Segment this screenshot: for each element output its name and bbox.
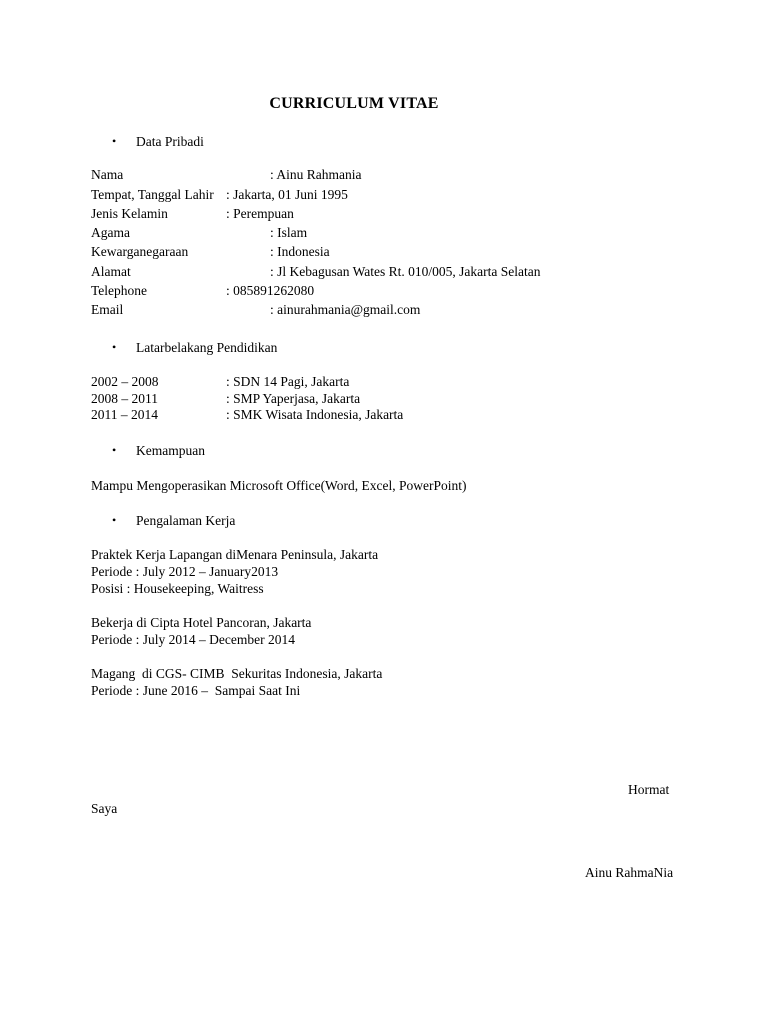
section-heading-kemampuan: Kemampuan bbox=[136, 443, 205, 458]
value-alamat: : Jl Kebagusan Wates Rt. 010/005, Jakarta Selatan bbox=[270, 264, 541, 279]
label-agama: Agama bbox=[91, 225, 130, 240]
edu-school: : SMP Yaperjasa, Jakarta bbox=[226, 391, 361, 406]
experience-line: Periode : July 2014 – December 2014 bbox=[91, 632, 295, 647]
label-nama: Nama bbox=[91, 167, 124, 182]
experience-line: Posisi : Housekeeping, Waitress bbox=[91, 581, 264, 596]
label-alamat: Alamat bbox=[91, 264, 131, 279]
edu-years: 2002 – 2008 bbox=[91, 374, 159, 389]
section-heading-pribadi: Data Pribadi bbox=[136, 134, 204, 149]
signature-name: Ainu RahmaNia bbox=[585, 865, 674, 880]
value-ttl: : Jakarta, 01 Juni 1995 bbox=[226, 187, 348, 202]
bullet-icon: • bbox=[112, 443, 117, 457]
label-ttl: Tempat, Tanggal Lahir bbox=[91, 187, 214, 202]
label-jenis-kelamin: Jenis Kelamin bbox=[91, 206, 168, 221]
closing-hormat: Hormat bbox=[628, 782, 670, 797]
value-kewarganegaraan: : Indonesia bbox=[270, 244, 330, 259]
value-nama: : Ainu Rahmania bbox=[270, 167, 362, 182]
value-agama: : Islam bbox=[270, 225, 308, 240]
label-kewarganegaraan: Kewarganegaraan bbox=[91, 244, 189, 259]
edu-school: : SDN 14 Pagi, Jakarta bbox=[226, 374, 350, 389]
edu-years: 2011 – 2014 bbox=[91, 407, 158, 422]
value-email: : ainurahmania@gmail.com bbox=[270, 302, 421, 317]
bullet-icon: • bbox=[112, 340, 117, 354]
edu-school: : SMK Wisata Indonesia, Jakarta bbox=[226, 407, 404, 422]
experience-line: Periode : June 2016 – Sampai Saat Ini bbox=[91, 683, 301, 698]
value-telephone: : 085891262080 bbox=[226, 283, 315, 298]
bullet-icon: • bbox=[112, 513, 117, 527]
section-heading-pengalaman: Pengalaman Kerja bbox=[136, 513, 236, 528]
label-telephone: Telephone bbox=[91, 283, 148, 298]
edu-years: 2008 – 2011 bbox=[91, 391, 158, 406]
experience-line: Magang di CGS- CIMB Sekuritas Indonesia, Jakarta bbox=[91, 666, 383, 681]
closing-saya: Saya bbox=[91, 801, 118, 816]
skills-text: Mampu Mengoperasikan Microsoft Office(Word, Excel, PowerPoint) bbox=[91, 478, 467, 493]
section-heading-pendidikan: Latarbelakang Pendidikan bbox=[136, 340, 278, 355]
page-title: CURRICULUM VITAE bbox=[269, 95, 439, 112]
value-jenis-kelamin: : Perempuan bbox=[226, 206, 294, 221]
experience-line: Praktek Kerja Lapangan diMenara Peninsula, Jakarta bbox=[91, 547, 379, 562]
bullet-icon: • bbox=[112, 134, 117, 148]
experience-line: Bekerja di Cipta Hotel Pancoran, Jakarta bbox=[91, 615, 312, 630]
experience-line: Periode : July 2012 – January2013 bbox=[91, 564, 279, 579]
label-email: Email bbox=[91, 302, 124, 317]
